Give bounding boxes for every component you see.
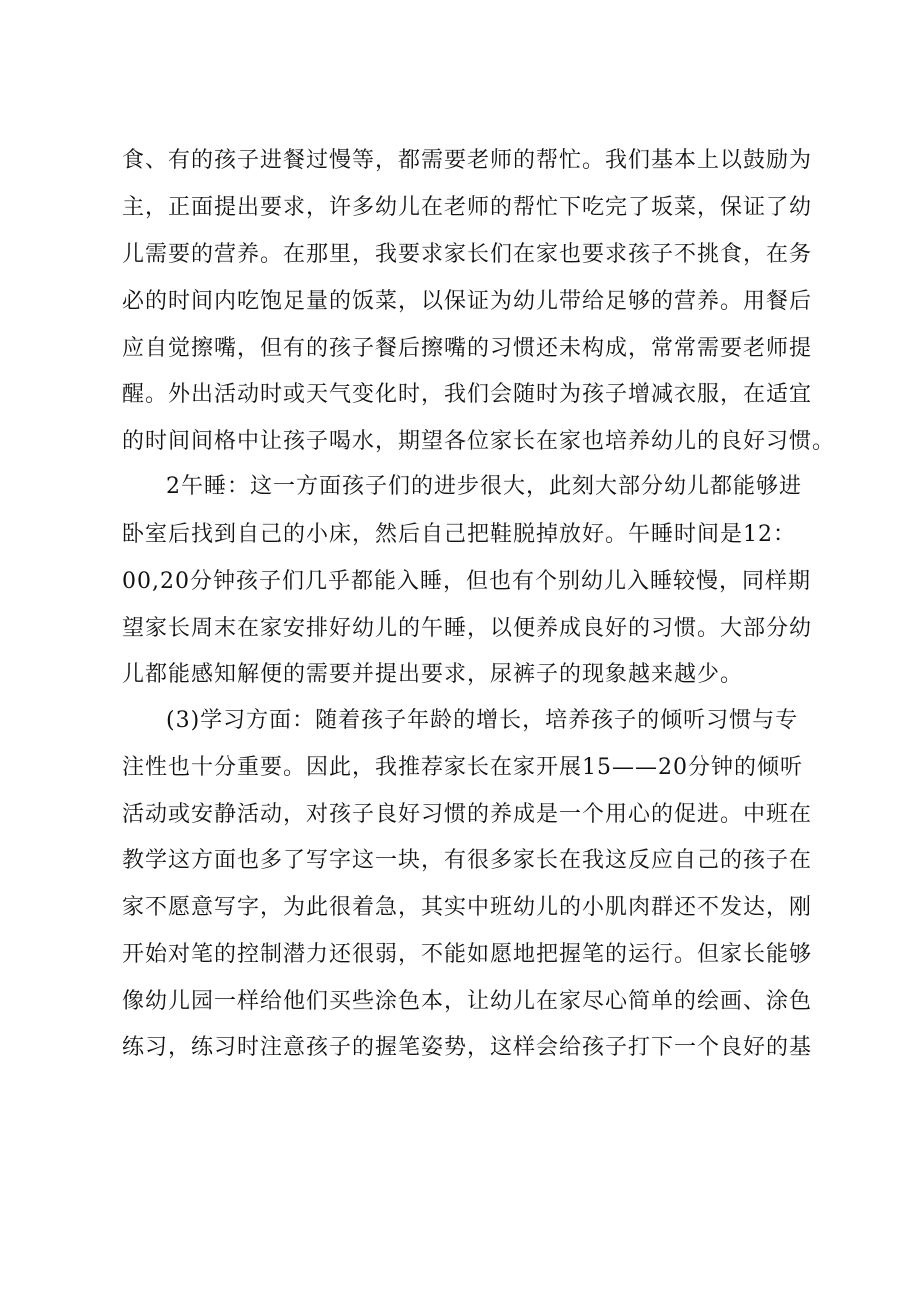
text-line: 应自觉擦嘴，但有的孩子餐后擦嘴的习惯还未构成，常常需要老师提 [122,336,813,361]
text-line: 家不愿意写字，为此很着急，其实中班幼儿的小肌肉群还不发达，刚 [122,895,813,920]
paragraph-first-line: 2午睡：这一方面孩子们的进步很大，此刻大部分幼儿都能够进 [166,474,802,499]
text-line: 的时间间格中让孩子喝水，期望各位家长在家也培养幼儿的良好习惯。 [122,429,836,454]
text-line: 卧室后找到自己的小床，然后自己把鞋脱掉放好。午睡时间是12： [122,522,796,547]
text-line: 主，正面提出要求，许多幼儿在老师的帮忙下吃完了坂菜，保证了幼 [122,195,813,220]
text-line: 像幼儿园一样给他们买些涂色本，让幼儿在家尽心简单的绘画、涂色 [122,989,813,1014]
text-line: 开始对笔的控制潜力还很弱，不能如愿地把握笔的运行。但家长能够 [122,942,813,967]
text-line: 醒。外出活动时或天气变化时，我们会随时为孩子增减衣服，在适宜 [122,382,813,407]
text-line: 00,20分钟孩子们几乎都能入睡，但也有个别幼儿入睡较慢，同样期 [122,569,811,594]
text-line: 望家长周末在家安排好幼儿的午睡，以便养成良好的习惯。大部分幼 [122,616,813,641]
text-line: 活动或安静活动，对孩子良好习惯的养成是一个用心的促进。中班在 [122,802,813,827]
text-line: 注性也十分重要。因此，我推荐家长在家开展15——20分钟的倾听 [122,755,803,780]
text-line: 练习，练习时注意孩子的握笔姿势，这样会给孩子打下一个良好的基 [122,1035,813,1060]
text-line: 儿都能感知解便的需要并提出要求，尿裤子的现象越来越少。 [122,662,744,687]
text-line: 教学这方面也多了写字这一块，有很多家长在我这反应自己的孩子在 [122,848,813,873]
text-line: 食、有的孩子进餐过慢等，都需要老师的帮忙。我们基本上以鼓励为 [122,148,813,173]
text-line: 儿需要的营养。在那里，我要求家长们在家也要求孩子不挑食，在务 [122,242,813,267]
text-line: 必的时间内吃饱足量的饭菜，以保证为幼儿带给足够的营养。用餐后 [122,289,813,314]
paragraph-first-line: (3)学习方面：随着孩子年龄的增长，培养孩子的倾听习惯与专 [166,708,799,733]
